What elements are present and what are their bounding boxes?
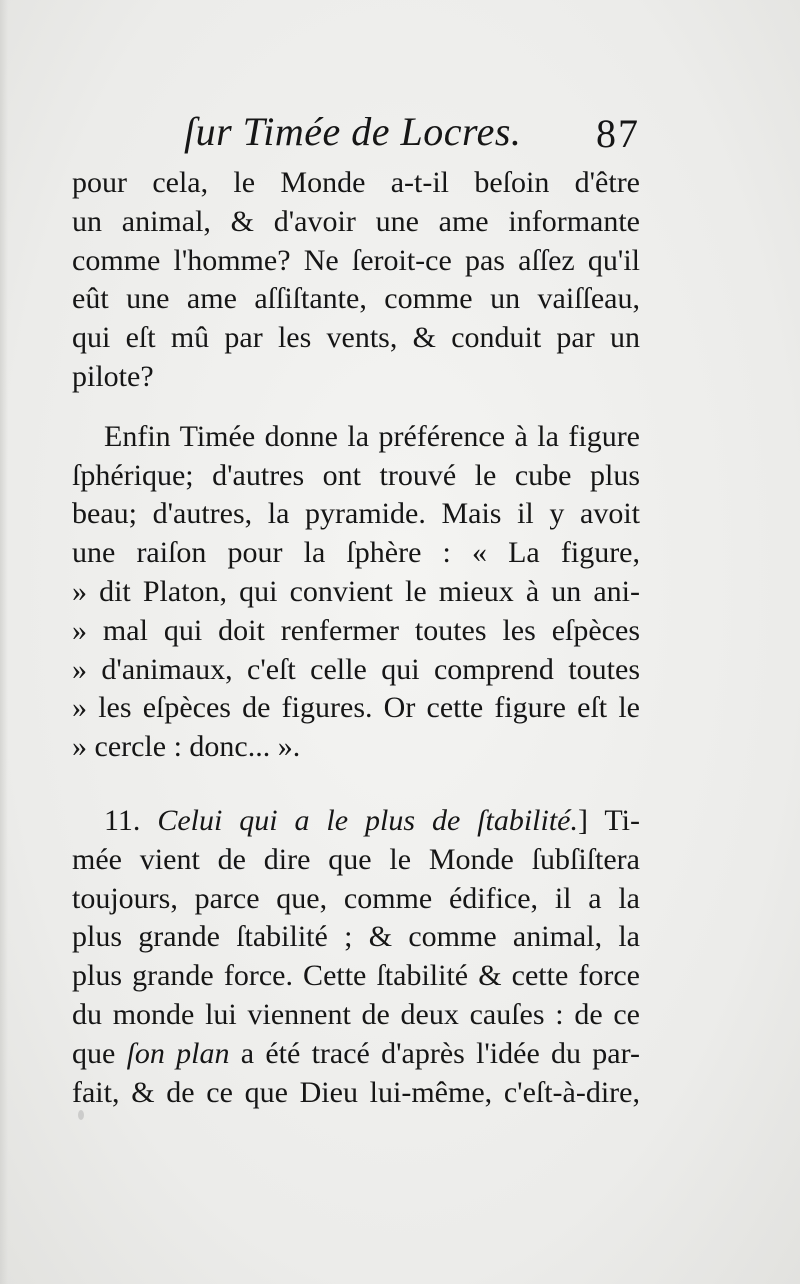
text-segment: que — [72, 1036, 127, 1070]
text-line: ſphérique; d'autres ont trouvé le cube plus — [72, 458, 640, 492]
note-number: 11. — [104, 803, 141, 837]
text-line: » cercle : donc... ». — [72, 730, 301, 764]
body-text — [72, 164, 640, 1112]
page-header — [72, 104, 640, 164]
text-line: fait, & de ce que Dieu lui-même, c'eſt-à-dire, — [72, 1075, 640, 1109]
note-lemma: Celui qui a le plus de ſtabilité. — [157, 803, 579, 837]
text-line: toujours, parce que, comme édifice, il a la — [72, 881, 640, 915]
text-line: Enfin Timée donne la préférence à la figure — [104, 419, 640, 453]
ink-smudge — [78, 1110, 84, 1120]
italic-phrase: ſon plan — [126, 1036, 230, 1070]
note-line-rest: Ti- — [604, 803, 641, 837]
paragraph-gap — [72, 397, 640, 418]
text-line: pilote? — [72, 359, 154, 393]
text-line: eût une ame aſſiſtante, comme un vaiſſeau, — [72, 282, 640, 316]
note-11 — [72, 802, 640, 1112]
text-line: beau; d'autres, la pyramide. Mais il y avoit — [72, 497, 640, 531]
text-line: » les eſpèces de figures. Or cette figure eſt le — [72, 691, 640, 725]
running-title: ſur Timée de Locres. — [184, 109, 522, 154]
text-line: comme l'homme? Ne ſeroit-ce pas aſſez qu'il — [72, 243, 640, 277]
page-edge-shadow — [0, 0, 8, 1284]
text-line: pour cela, le Monde a-t-il beſoin d'être — [72, 166, 640, 199]
text-line: mée vient de dire que le Monde ſubſiſtera — [72, 842, 640, 876]
note-first-line — [72, 802, 640, 841]
text-line: plus grande force. Cette ſtabilité & cette force — [72, 959, 640, 993]
text-line: du monde lui viennent de deux cauſes : de ce — [72, 997, 640, 1031]
text-line-with-italic — [72, 1035, 640, 1074]
text-line: qui eſt mû par les vents, & conduit par un — [72, 321, 640, 355]
page-number: 87 — [596, 111, 640, 156]
paragraph-2 — [72, 418, 640, 767]
text-line: plus grande ſtabilité ; & comme animal, la — [72, 920, 640, 954]
text-line: un animal, & d'avoir une ame informante — [72, 204, 640, 238]
text-line: une raiſon pour la ſphère : « La figure, — [72, 536, 640, 570]
section-gap — [72, 767, 640, 802]
lemma-bracket: ] — [578, 803, 589, 837]
paragraph-1 — [72, 164, 640, 397]
text-line: » d'animaux, c'eſt celle qui comprend toutes — [72, 652, 640, 686]
text-segment: a été tracé d'après l'idée du par- — [229, 1036, 640, 1070]
text-line: » dit Platon, qui convient le mieux à un ani- — [72, 574, 640, 608]
text-line: » mal qui doit renfermer toutes les eſpèces — [72, 613, 640, 647]
